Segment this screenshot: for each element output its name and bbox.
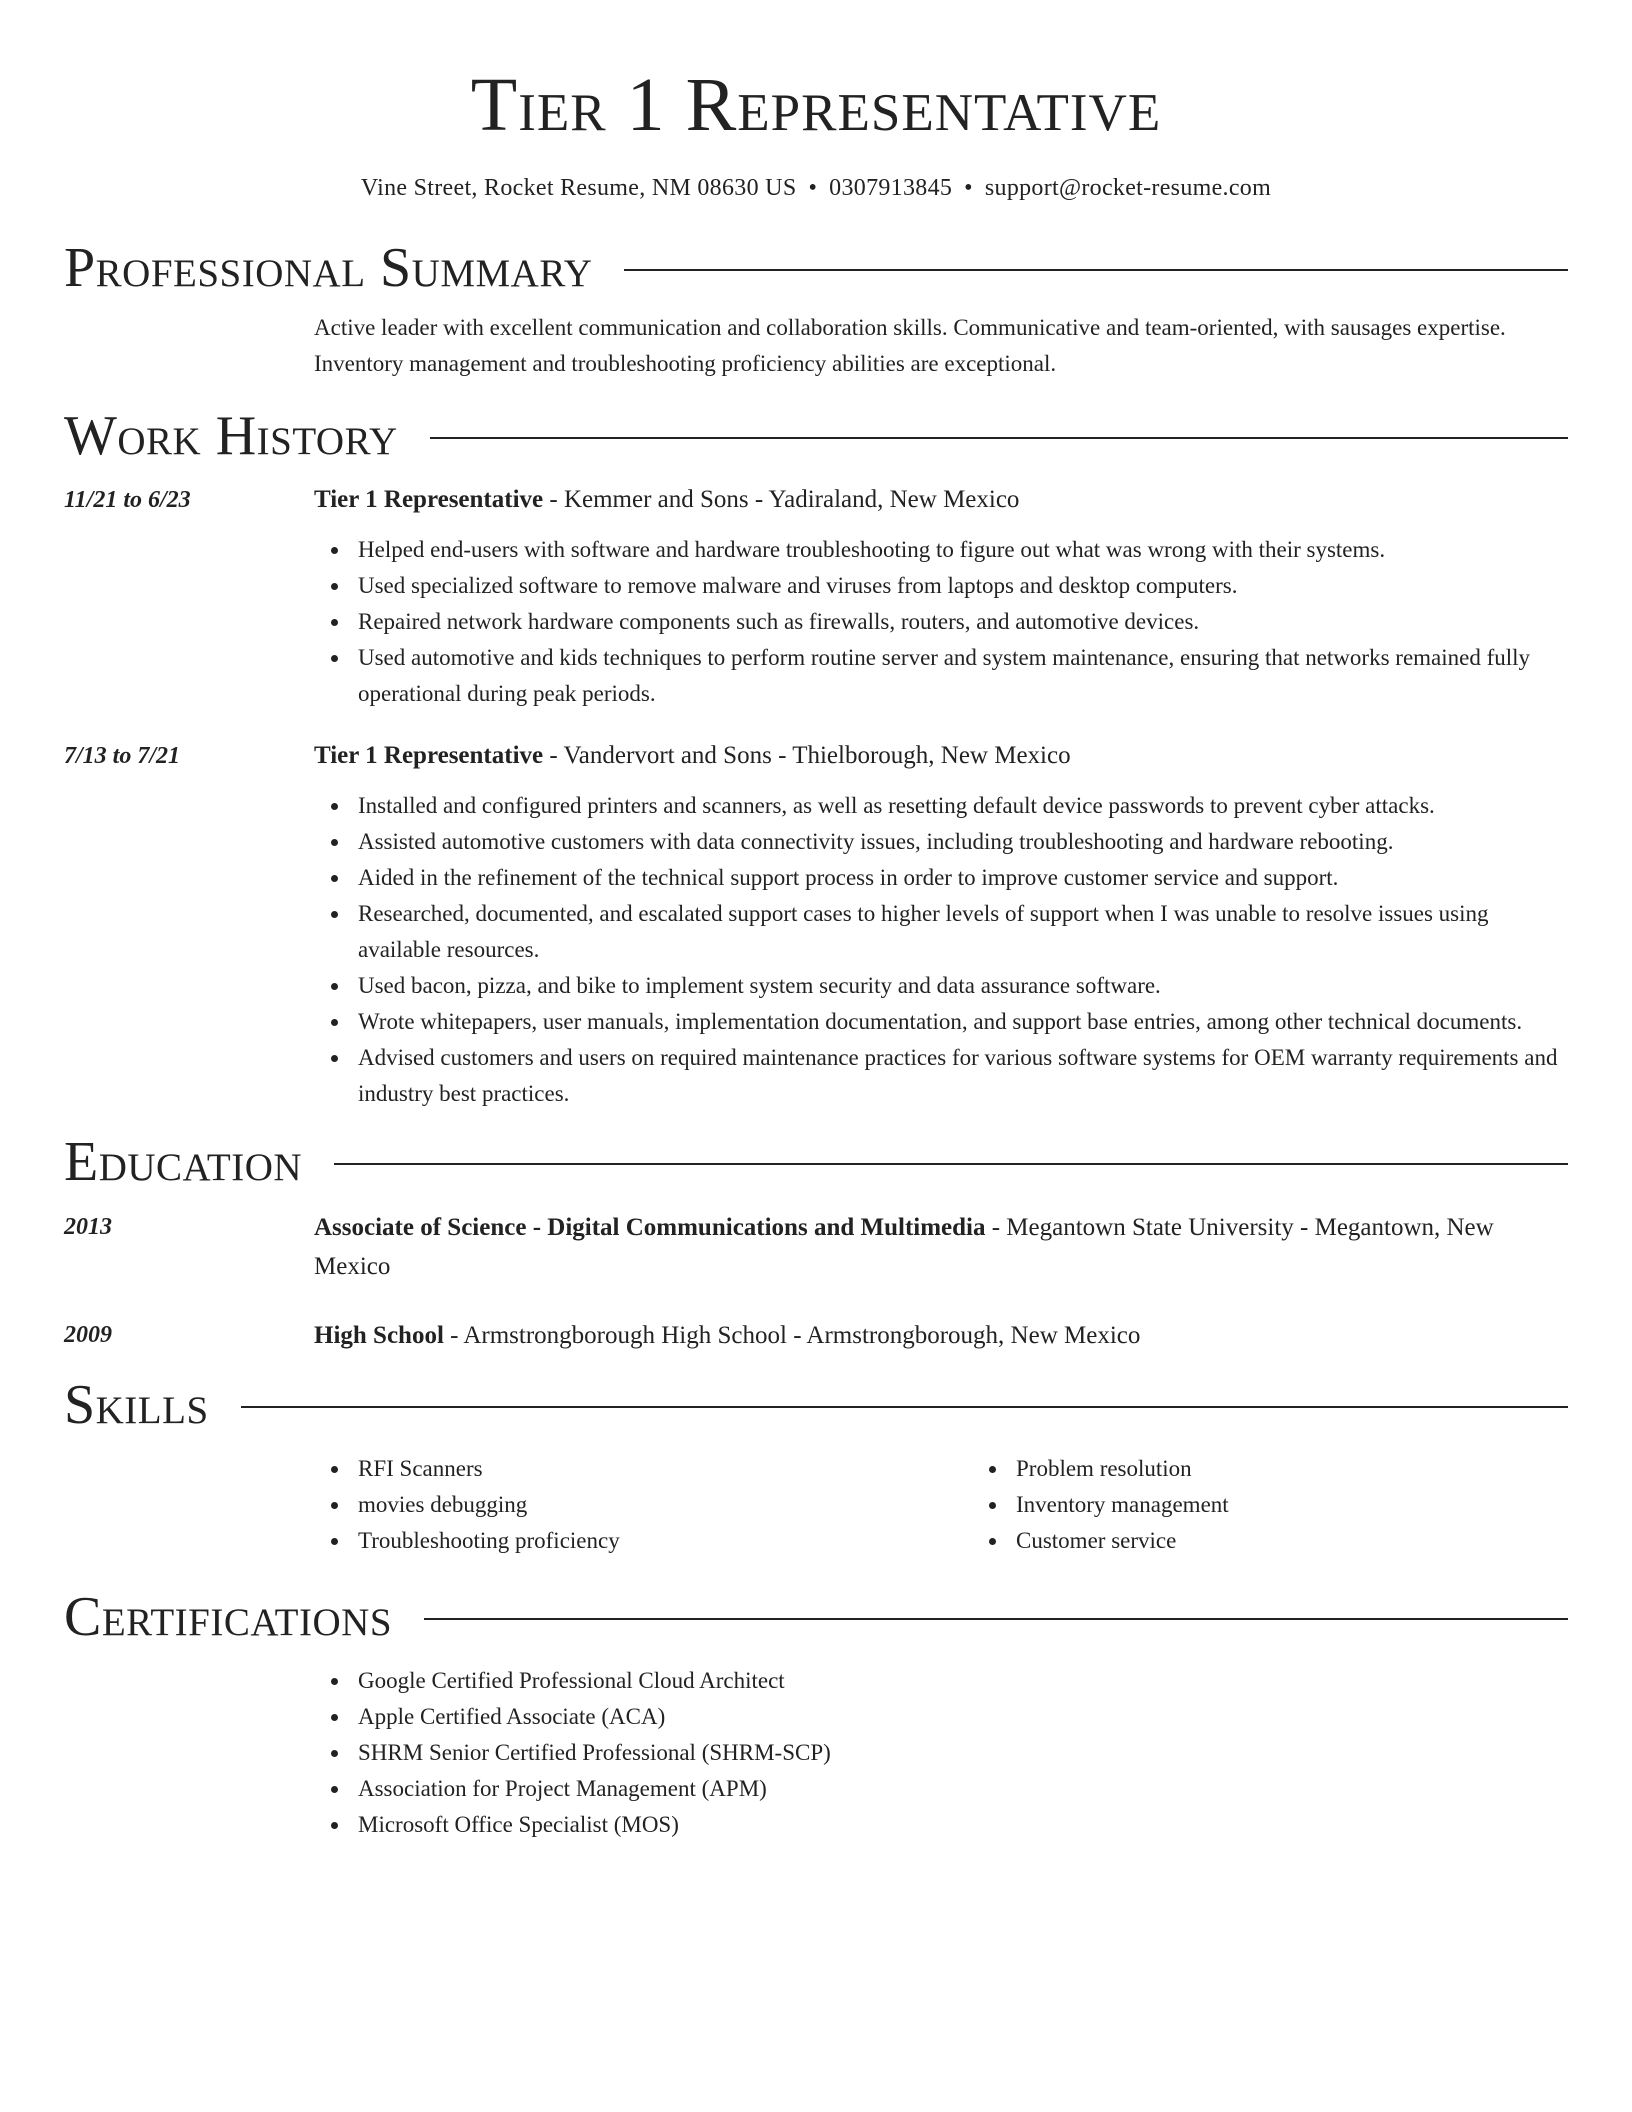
job-heading — [314, 482, 1568, 518]
summary-text: Active leader with excellent communication and collaboration skills. Communicative and team-oriented, with sausages expertise. Inventory management and troubleshooting proficiency abilities are exceptional. — [314, 315, 1506, 376]
email: support@rocket-resume.com — [984, 175, 1272, 201]
section-divider — [424, 1618, 1568, 1620]
education-list — [64, 1208, 1568, 1355]
phone: 0307913845 — [829, 175, 953, 201]
resume-name: Tier 1 Representative — [470, 63, 1162, 147]
job-heading — [314, 738, 1568, 774]
job-duties — [314, 532, 1568, 712]
job-entry — [64, 482, 1568, 712]
separator-dot: • — [808, 175, 818, 201]
education-degree: Associate of Science - Digital Communications and Multimedia — [314, 1214, 986, 1241]
education-year: 2013 — [64, 1214, 112, 1240]
skill-item: Troubleshooting proficiency — [358, 1523, 972, 1559]
section-title: Education — [64, 1131, 303, 1193]
job-entry — [64, 738, 1568, 1112]
contact-line — [64, 172, 1568, 204]
education-school-location: - Megantown State University - Megantown, New Mexico — [314, 1214, 1494, 1280]
skills-list-left — [314, 1451, 972, 1559]
section-divider — [430, 437, 1568, 439]
job-duty-item: Repaired network hardware components such as firewalls, routers, and automotive devices. — [358, 604, 1568, 640]
section-header — [64, 1130, 1568, 1194]
job-employer-location: - Vandervort and Sons - Thielborough, New Mexico — [543, 742, 1071, 769]
skill-item: Customer service — [1016, 1523, 1630, 1559]
section-header — [64, 236, 1568, 300]
job-duty-item: Used bacon, pizza, and bike to implement system security and data assurance software. — [358, 968, 1568, 1004]
skill-item: RFI Scanners — [358, 1451, 972, 1487]
section-header — [64, 1373, 1568, 1437]
job-duties — [314, 788, 1568, 1112]
job-dates: 7/13 to 7/21 — [64, 743, 181, 769]
job-duty-item: Used automotive and kids techniques to perform routine server and system maintenance, ensuring that networks remained fully operational during peak periods. — [358, 640, 1568, 712]
separator-dot: • — [964, 175, 973, 201]
section-divider — [241, 1406, 1568, 1408]
section-title: Skills — [64, 1374, 209, 1436]
education-school-location: - Armstrongborough High School - Armstrongborough, New Mexico — [443, 1322, 1141, 1349]
section-title: Work History — [64, 405, 398, 467]
skills-list-right — [972, 1451, 1630, 1559]
job-duty-item: Wrote whitepapers, user manuals, implementation documentation, and support base entries, among other technical documents. — [358, 1004, 1568, 1040]
job-duty-item: Helped end-users with software and hardware troubleshooting to figure out what was wrong with their systems. — [358, 532, 1568, 568]
certification-item: Google Certified Professional Cloud Architect — [358, 1663, 1568, 1699]
education-year: 2009 — [64, 1322, 112, 1348]
section-divider — [334, 1163, 1568, 1165]
certification-item: Microsoft Office Specialist (MOS) — [358, 1807, 1568, 1843]
job-duty-item: Used specialized software to remove malware and viruses from laptops and desktop computers. — [358, 568, 1568, 604]
skill-item: movies debugging — [358, 1487, 972, 1523]
education-degree: High School — [314, 1322, 444, 1349]
section-header — [64, 1585, 1568, 1649]
skills-section — [64, 1373, 1568, 1559]
summary-section — [64, 236, 1568, 382]
job-list — [64, 482, 1568, 1112]
education-section — [64, 1130, 1568, 1355]
address: Vine Street, Rocket Resume, NM 08630 US — [360, 175, 797, 201]
certification-item: SHRM Senior Certified Professional (SHRM-SCP) — [358, 1735, 1568, 1771]
skill-item: Problem resolution — [1016, 1451, 1630, 1487]
job-dates: 11/21 to 6/23 — [64, 487, 191, 513]
certifications-section — [64, 1585, 1568, 1843]
job-duty-item: Researched, documented, and escalated support cases to higher levels of support when I was unable to resolve issues using available resources. — [358, 896, 1568, 968]
job-duty-item: Installed and configured printers and scanners, as well as resetting default device passwords to prevent cyber attacks. — [358, 788, 1568, 824]
work-history-section — [64, 404, 1568, 1112]
skill-item: Inventory management — [1016, 1487, 1630, 1523]
job-duty-item: Advised customers and users on required maintenance practices for various software systems for OEM warranty requirements and industry best practices. — [358, 1040, 1568, 1112]
job-duty-item: Assisted automotive customers with data connectivity issues, including troubleshooting and hardware rebooting. — [358, 824, 1568, 860]
section-title: Professional Summary — [64, 237, 593, 299]
certification-item: Apple Certified Associate (ACA) — [358, 1699, 1568, 1735]
section-title: Certifications — [64, 1586, 393, 1648]
job-title: Tier 1 Representative — [314, 486, 544, 513]
education-entry — [64, 1316, 1568, 1355]
certifications-list — [314, 1663, 1568, 1843]
job-title: Tier 1 Representative — [314, 742, 544, 769]
job-employer-location: - Kemmer and Sons - Yadiraland, New Mexico — [543, 486, 1020, 513]
certification-item: Association for Project Management (APM) — [358, 1771, 1568, 1807]
job-duty-item: Aided in the refinement of the technical support process in order to improve customer service and support. — [358, 860, 1568, 896]
education-entry — [64, 1208, 1568, 1286]
section-divider — [624, 269, 1568, 271]
section-header — [64, 404, 1568, 468]
